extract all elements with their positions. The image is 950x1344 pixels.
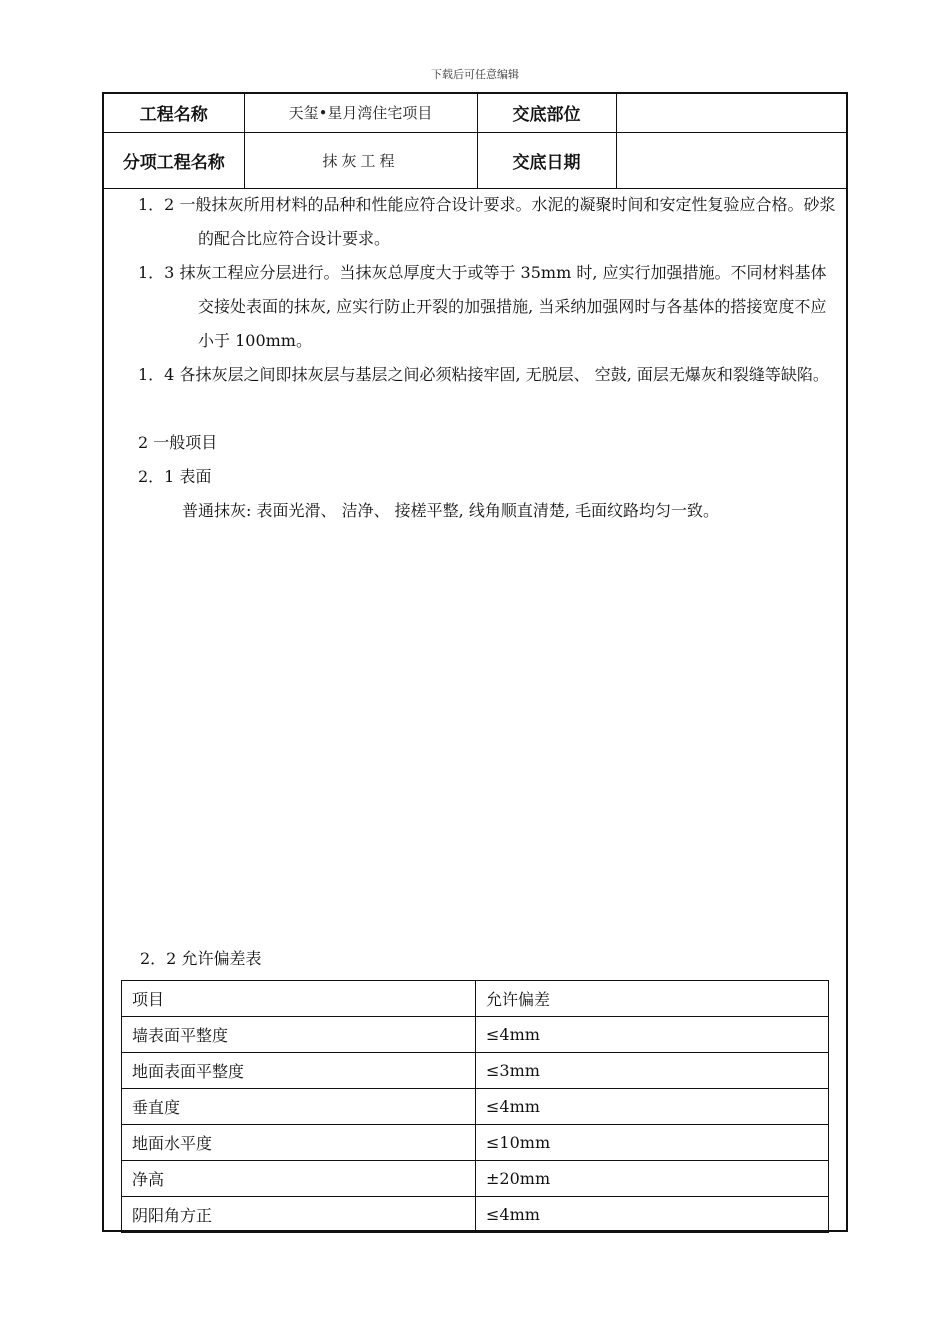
table-header-row (122, 981, 829, 1017)
table-row (122, 1125, 829, 1161)
table-header-item: 项目 (122, 981, 476, 1017)
tolerance-title: 2．2 允许偏差表 (140, 949, 262, 968)
item-1-3: 1．3 抹灰工程应分层进行。当抹灰总厚度大于或等于 35mm 时, 应实行加强措施。不同材料基体交接处表面的抹灰, 应实行防止开裂的加强措施, 当采纳加强网时与各基体的搭接宽度不应小于 100mm。 (138, 263, 827, 350)
handover-date-value (616, 132, 846, 188)
document-frame (102, 92, 848, 1232)
subproject-value: 抹灰工程 (244, 132, 477, 188)
top-note: 下载后可任意编辑 (431, 68, 519, 81)
header-table (104, 94, 846, 189)
table-row (122, 1017, 829, 1053)
item-2-1: 2．1 表面 (138, 467, 212, 486)
table-cell: 垂直度 (122, 1089, 476, 1125)
project-name-value: 天玺•星月湾住宅项目 (244, 94, 477, 132)
table-cell: 净高 (122, 1161, 476, 1197)
table-row (122, 1197, 829, 1233)
table-cell: ≤10mm (476, 1125, 829, 1161)
table-cell: ±20mm (476, 1161, 829, 1197)
table-header-tolerance: 允许偏差 (476, 981, 829, 1017)
tolerance-table (121, 980, 829, 1233)
item-2-1-text: 普通抹灰: 表面光滑、 洁净、 接槎平整, 线角顺直清楚, 毛面纹路均匀一致。 (182, 501, 719, 520)
table-row (122, 1089, 829, 1125)
table-cell: ≤4mm (476, 1017, 829, 1053)
table-row (122, 1161, 829, 1197)
table-cell: 地面水平度 (122, 1125, 476, 1161)
header-row (104, 132, 846, 188)
table-cell: 地面表面平整度 (122, 1053, 476, 1089)
subproject-label: 分项工程名称 (104, 132, 244, 188)
header-row (104, 94, 846, 132)
general-items-heading: 2 一般项目 (138, 433, 218, 452)
handover-date-label: 交底日期 (477, 132, 616, 188)
table-cell: ≤4mm (476, 1089, 829, 1125)
table-cell: ≤3mm (476, 1053, 829, 1089)
table-row (122, 1053, 829, 1089)
table-cell: 阴阳角方正 (122, 1197, 476, 1233)
handover-part-value (616, 94, 846, 132)
table-cell: ≤4mm (476, 1197, 829, 1233)
item-1-2: 1．2 一般抹灰所用材料的品种和性能应符合设计要求。水泥的凝聚时间和安定性复验应合格。砂浆的配合比应符合设计要求。 (138, 195, 836, 248)
item-1-4: 1．4 各抹灰层之间即抹灰层与基层之间必须粘接牢固, 无脱层、 空鼓, 面层无爆灰和裂缝等缺陷。 (138, 365, 829, 384)
table-cell: 墙表面平整度 (122, 1017, 476, 1053)
project-name-label: 工程名称 (104, 94, 244, 132)
handover-part-label: 交底部位 (477, 94, 616, 132)
